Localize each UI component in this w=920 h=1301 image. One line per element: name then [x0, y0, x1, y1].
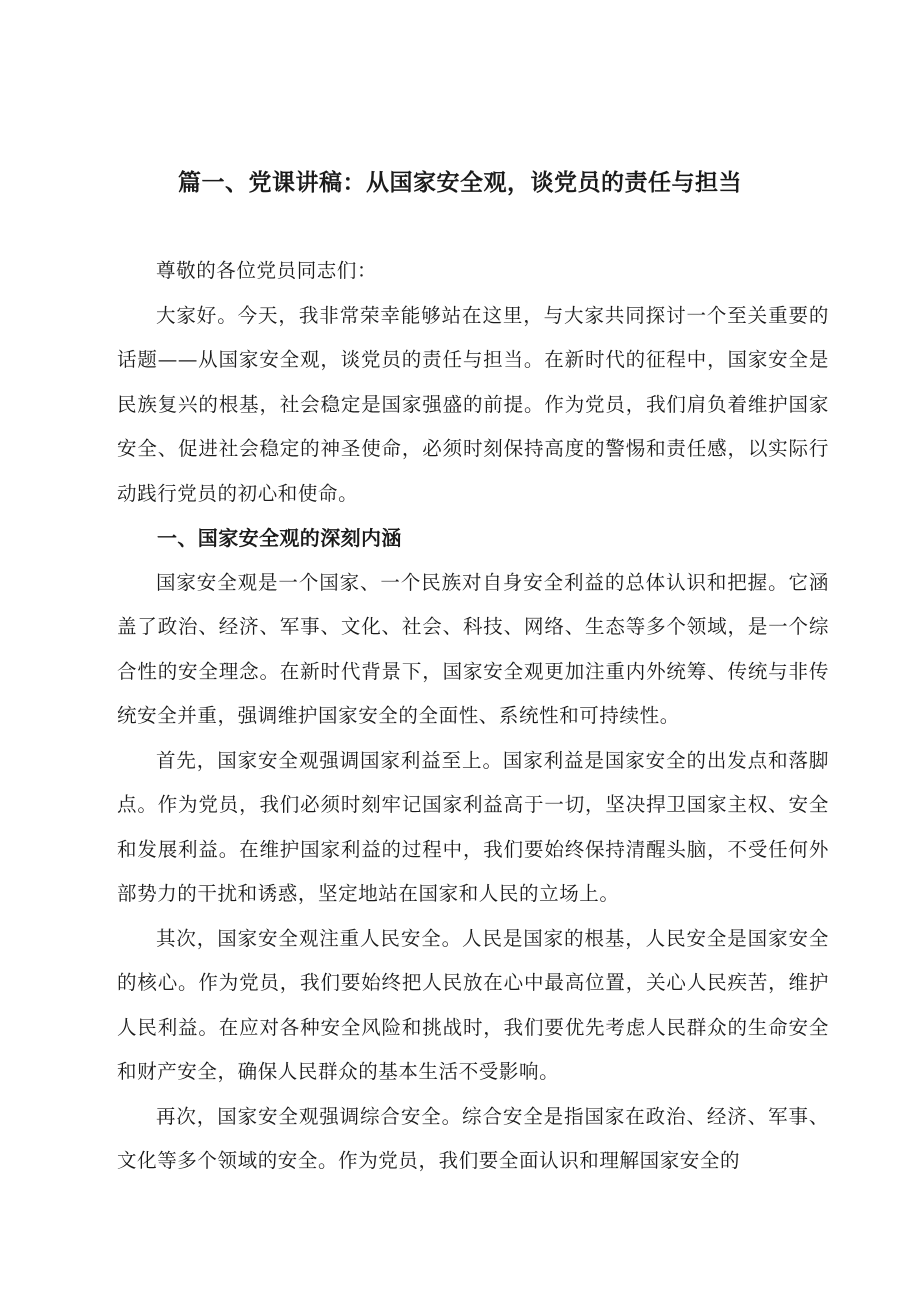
section-heading-1: 一、国家安全观的深刻内涵: [157, 526, 402, 550]
paragraph-1: 国家安全观是一个国家、一个民族对自身安全利益的总体认识和把握。它涵盖了政治、经济、军事、文化、社会、科技、网络、生态等多个领域，是一个综合性的安全理念。在新时代背景下，国家安全观更加注重内外统筹、传统与非传统安全并重，强调维护国家安全的全面性、系统性和可持续性。: [117, 570, 829, 727]
paragraph-3: 其次，国家安全观注重人民安全。人民是国家的根基，人民安全是国家安全的核心。作为党员，我们要始终把人民放在心中最高位置，关心人民疾苦，维护人民利益。在应对各种安全风险和挑战时，我们要优先考虑人民群众的生命安全和财产安全，确保人民群众的基本生活不受影响。: [117, 926, 829, 1083]
document-body: [117, 249, 829, 1184]
intro-paragraph: 大家好。今天，我非常荣幸能够站在这里，与大家共同探讨一个至关重要的话题——从国家安全观，谈党员的责任与担当。在新时代的征程中，国家安全是民族复兴的根基，社会稳定是国家强盛的前提。作为党员，我们肩负着维护国家安全、促进社会稳定的神圣使命，必须时刻保持高度的警惕和责任感，以实际行动践行党员的初心和使命。: [117, 303, 829, 505]
paragraph-4: 再次，国家安全观强调综合安全。综合安全是指国家在政治、经济、军事、文化等多个领域的安全。作为党员，我们要全面认识和理解国家安全的: [117, 1104, 829, 1172]
document-title: 篇一、党课讲稿：从国家安全观，谈党员的责任与担当: [178, 170, 742, 196]
paragraph-2: 首先，国家安全观强调国家利益至上。国家利益是国家安全的出发点和落脚点。作为党员，我们必须时刻牢记国家利益高于一切，坚决捍卫国家主权、安全和发展利益。在维护国家利益的过程中，我们要始终保持清醒头脑，不受任何外部势力的干扰和诱惑，坚定地站在国家和人民的立场上。: [117, 748, 829, 905]
salutation: 尊敬的各位党员同志们：: [156, 259, 378, 282]
